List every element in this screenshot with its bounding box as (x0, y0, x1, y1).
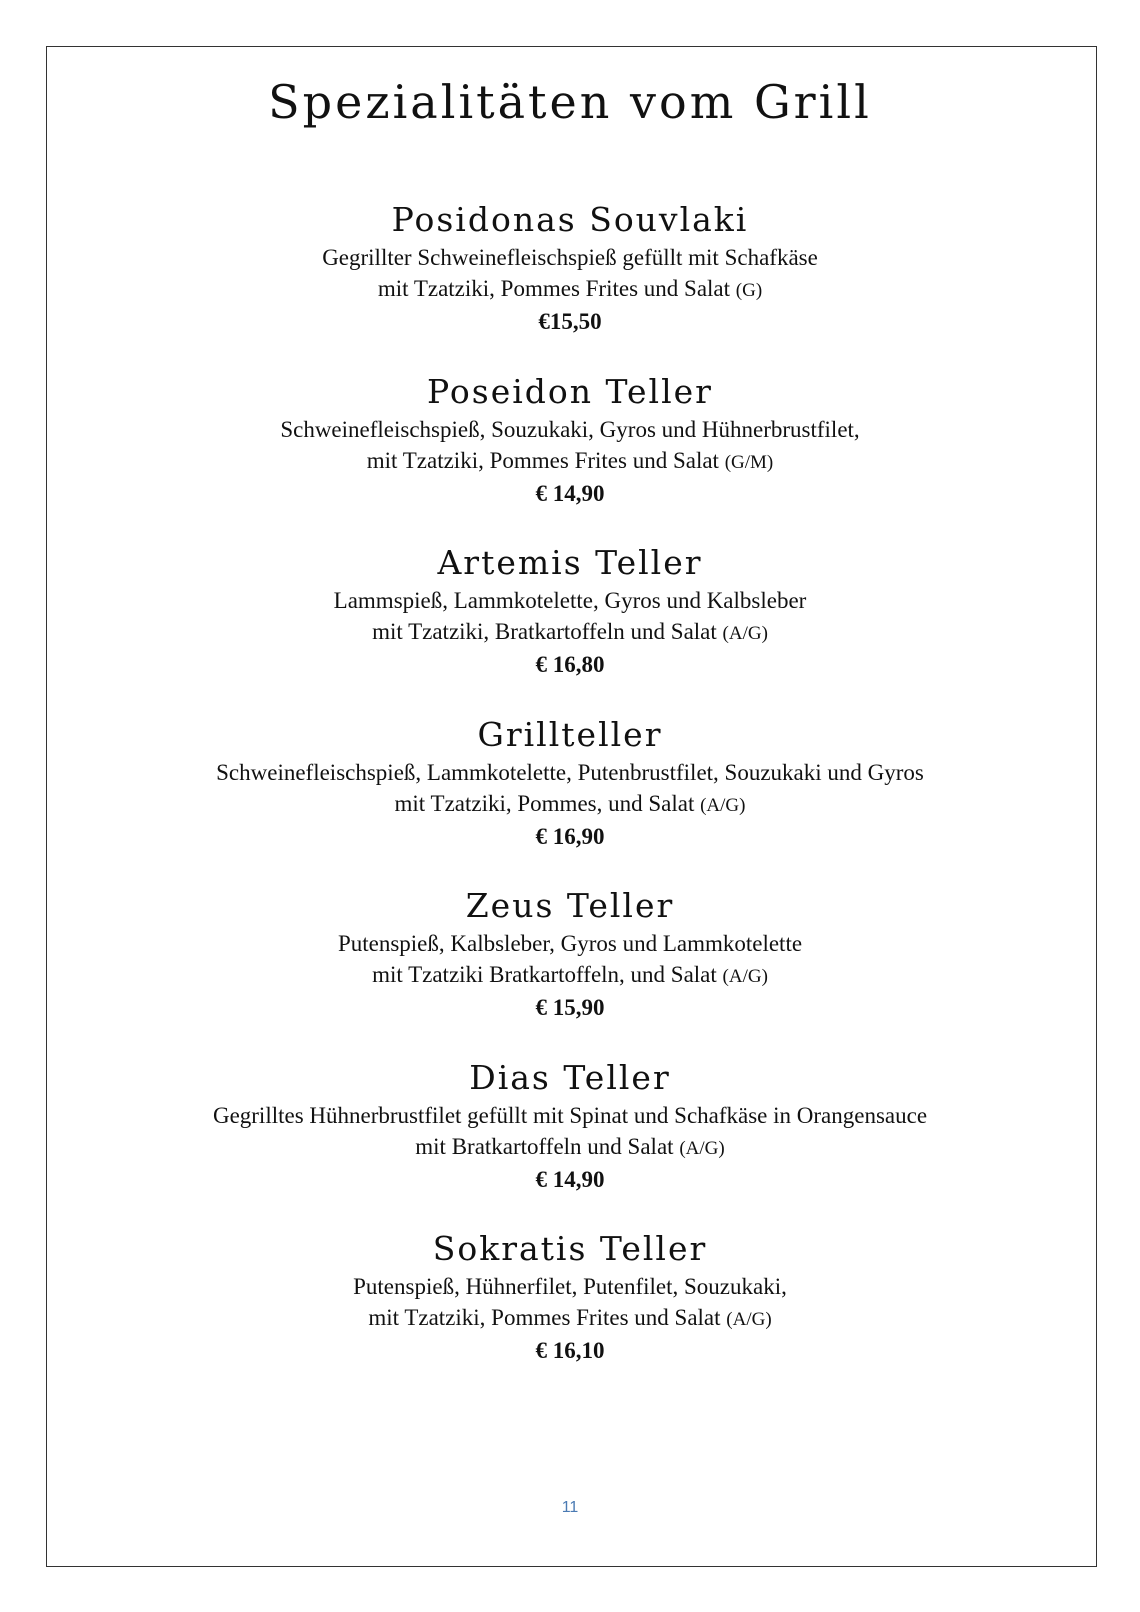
page-title: Spezialitäten vom Grill (268, 75, 872, 129)
menu-item-name: Artemis Teller (437, 543, 703, 582)
menu-item-sides (0, 1302, 1140, 1335)
menu-item-price: € 16,90 (535, 823, 605, 849)
menu-item-sides (0, 273, 1140, 306)
menu-item-sides-text: mit Bratkartoffeln und Salat (415, 1133, 674, 1159)
menu-item-description: Putenspieß, Kalbsleber, Gyros und Lammkotelette (337, 931, 803, 956)
allergen-code: (A/G) (679, 1137, 725, 1159)
menu-item (0, 370, 1140, 542)
menu-item-name: Dias Teller (469, 1057, 671, 1097)
menu-item-description: Gegrilltes Hühnerbrustfilet gefüllt mit Spinat und Schafkäse in Orangensauce (212, 1102, 928, 1128)
menu-item-name: Zeus Teller (465, 886, 675, 925)
menu-item-description: Putenspieß, Hühnerfilet, Putenfilet, Souzukaki, (353, 1274, 787, 1299)
menu-item (0, 1056, 1140, 1228)
menu-item-sides (0, 445, 1140, 478)
menu-item-description: Gegrillter Schweinefleischspieß gefüllt mit Schafkäse (322, 245, 818, 270)
allergen-code: (A/G) (722, 623, 768, 644)
page-number: 11 (561, 1499, 579, 1516)
allergen-code: (A/G) (726, 1309, 772, 1330)
allergen-code: (A/G) (700, 794, 746, 816)
menu-item (0, 884, 1140, 1056)
menu-item-sides-text: mit Tzatziki, Pommes, und Salat (394, 790, 695, 816)
menu-item-sides (0, 1131, 1140, 1164)
menu-item (0, 1227, 1140, 1399)
menu-item-price: € 15,90 (535, 995, 605, 1020)
menu-item-sides-text: mit Tzatziki Bratkartoffeln, und Salat (372, 962, 717, 987)
menu-item-price: € 16,80 (535, 652, 605, 677)
menu-item-name: Poseidon Teller (427, 371, 713, 411)
allergen-code: (G) (735, 280, 763, 301)
menu-list (0, 198, 1140, 1399)
menu-item-sides-text: mit Tzatziki, Pommes Frites und Salat (366, 447, 719, 473)
menu-item-price: € 14,90 (535, 480, 605, 506)
menu-item-sides-text: mit Tzatziki, Pommes Frites und Salat (368, 1305, 721, 1330)
menu-item-sides (0, 959, 1140, 992)
menu-item-price: € 14,90 (535, 1166, 605, 1192)
menu-item-sides (0, 788, 1140, 821)
menu-item (0, 713, 1140, 885)
menu-item-sides-text: mit Tzatziki, Bratkartoffeln und Salat (372, 619, 717, 644)
allergen-code: (A/G) (722, 966, 768, 987)
menu-item-name: Grillteller (477, 714, 663, 754)
menu-item-name: Sokratis Teller (432, 1229, 708, 1268)
menu-item-sides-text: mit Tzatziki, Pommes Frites und Salat (377, 276, 731, 301)
menu-item-price: €15,50 (538, 309, 602, 334)
allergen-code: (G/M) (724, 451, 774, 473)
menu-item (0, 198, 1140, 370)
menu-item-description: Schweinefleischspieß, Lammkotelette, Putenbrustfilet, Souzukaki und Gyros (216, 759, 924, 785)
menu-item (0, 541, 1140, 713)
menu-item-name: Posidonas Souvlaki (391, 200, 749, 239)
menu-item-sides (0, 616, 1140, 649)
menu-item-description: Lammspieß, Lammkotelette, Gyros und Kalbsleber (333, 588, 807, 613)
menu-item-price: € 16,10 (535, 1338, 605, 1363)
menu-item-description: Schweinefleischspieß, Souzukaki, Gyros und Hühnerbrustfilet, (280, 416, 860, 442)
